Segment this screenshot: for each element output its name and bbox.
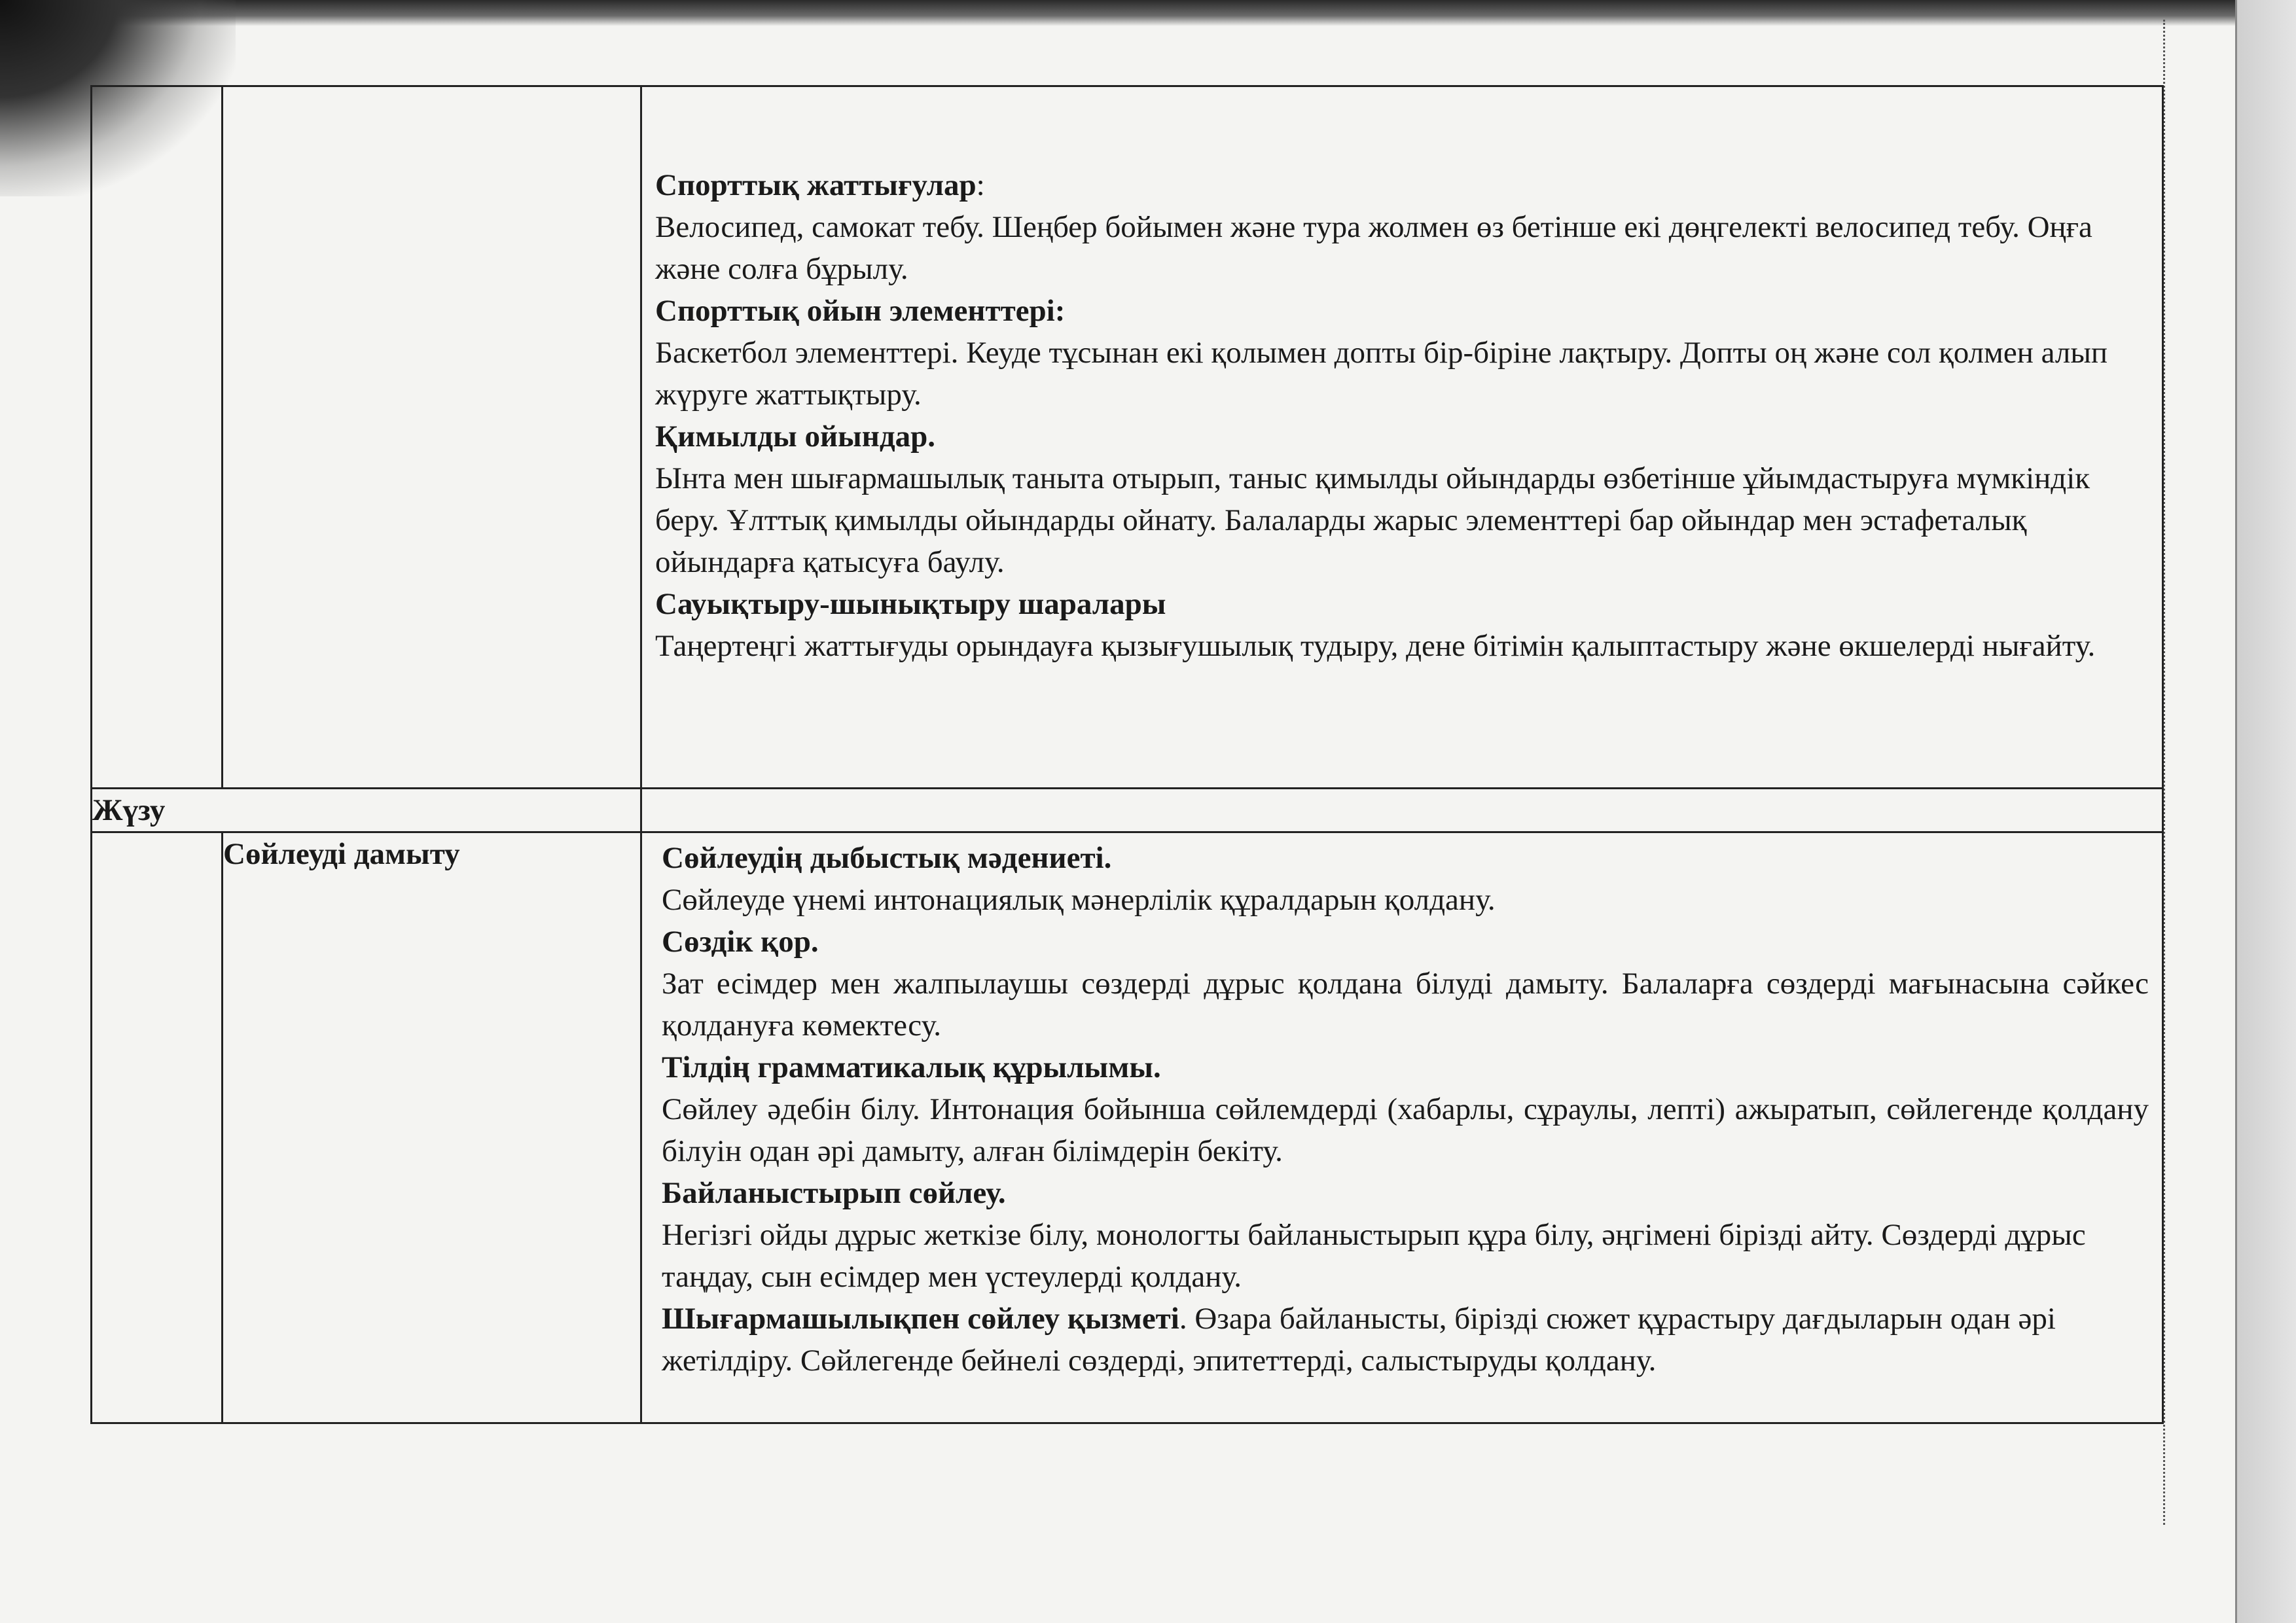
- section-text: Ынта мен шығармашылық таныта отырып, таныс қимылды ойындарды өзбетінше ұйымдастыруға мүмкіндік беру. Ұлттық қимылды ойындарды ойнату. Балаларды жарыс элементтері бар ойындар мен эстафеталық ойындарға қатысуға баулу.: [655, 461, 2090, 579]
- heading-suffix: :: [976, 168, 985, 202]
- empty-cell: [223, 86, 641, 789]
- label-speech-development: Сөйлеуді дамыту: [223, 832, 641, 1423]
- content-cell-speech: [641, 832, 2163, 1423]
- content-cell-sport: [641, 86, 2163, 789]
- section-heading: [655, 164, 2149, 206]
- heading-connected-speech: Байланыстырып сөйлеу.: [662, 1176, 1006, 1210]
- scan-page-edge: [2235, 0, 2296, 1623]
- scan-shadow-top: [0, 0, 2296, 26]
- empty-cell: [641, 789, 2163, 832]
- section-creative-speech: [662, 1298, 2149, 1382]
- table-row-sport: [92, 86, 2163, 789]
- section-text: . Өзара байланысты, бірізді сюжет құрастыру дағдыларын одан әрі жетілдіру. Сөйлегенде бейнелі сөздерді, эпитеттерді, салыстыруды қолдану.: [662, 1302, 2056, 1378]
- section-text: Негізгі ойды дұрыс жеткізе білу, монологты байланыстырып құра білу, әңгімені бірізді айту. Сөздерді дұрыс таңдау, сын есімдер мен үстеулерді қолдану.: [662, 1218, 2086, 1294]
- section-text: Зат есімдер мен жалпылаушы сөздерді дұрыс қолдана білуді дамыту. Балаларға сөздерді мағынасына сәйкес қолдануға көмектесу.: [662, 967, 2149, 1043]
- heading-active-games: Қимылды ойындар.: [655, 419, 935, 454]
- curriculum-table: [90, 85, 2164, 1424]
- table-row-swimming: [92, 789, 2163, 832]
- heading-sport-exercises: Спорттық жаттығулар: [655, 168, 977, 202]
- heading-sound-culture: Сөйлеудің дыбыстық мәдениеті.: [662, 841, 1112, 875]
- label-swimming: Жүзу: [92, 789, 641, 832]
- table-row-speech: [92, 832, 2163, 1423]
- section-text: Сөйлеуде үнемі интонациялық мәнерлілік құралдарын қолдану.: [662, 883, 1496, 917]
- heading-creative-speech: Шығармашылықпен сөйлеу қызметі: [662, 1302, 1179, 1336]
- section-text: Баскетбол элементтері. Кеуде тұсынан екі қолымен допты бір-біріне лақтыру. Допты оң және сол қолмен алып жүруге жаттықтыру.: [655, 336, 2108, 412]
- section-text: Таңертеңгі жаттығуды орындауға қызығушылық тудыру, дене бітімін қалыптастыру және өкшелерді нығайту.: [655, 629, 2096, 663]
- section-text: Велосипед, самокат тебу. Шеңбер бойымен және тура жолмен өз бетінше екі дөңгелекті велосипед тебу. Оңға және солға бұрылу.: [655, 210, 2092, 286]
- heading-health-activities: Сауықтыру-шынықтыру шаралары: [655, 587, 1166, 621]
- heading-grammar: Тілдің грамматикалық құрылымы.: [662, 1050, 1161, 1084]
- heading-sport-game-elements: Спорттық ойын элементтері:: [655, 294, 1066, 328]
- empty-cell: [92, 832, 223, 1423]
- heading-vocabulary: Сөздік қор.: [662, 925, 819, 959]
- empty-cell: [92, 86, 223, 789]
- section-text: Сөйлеу әдебін білу. Интонация бойынша сөйлемдерді (хабарлы, сұраулы, лепті) ажыратып, сөйлегенде қолдану білуін одан әрі дамыту, алған білімдерін бекіту.: [662, 1092, 2149, 1168]
